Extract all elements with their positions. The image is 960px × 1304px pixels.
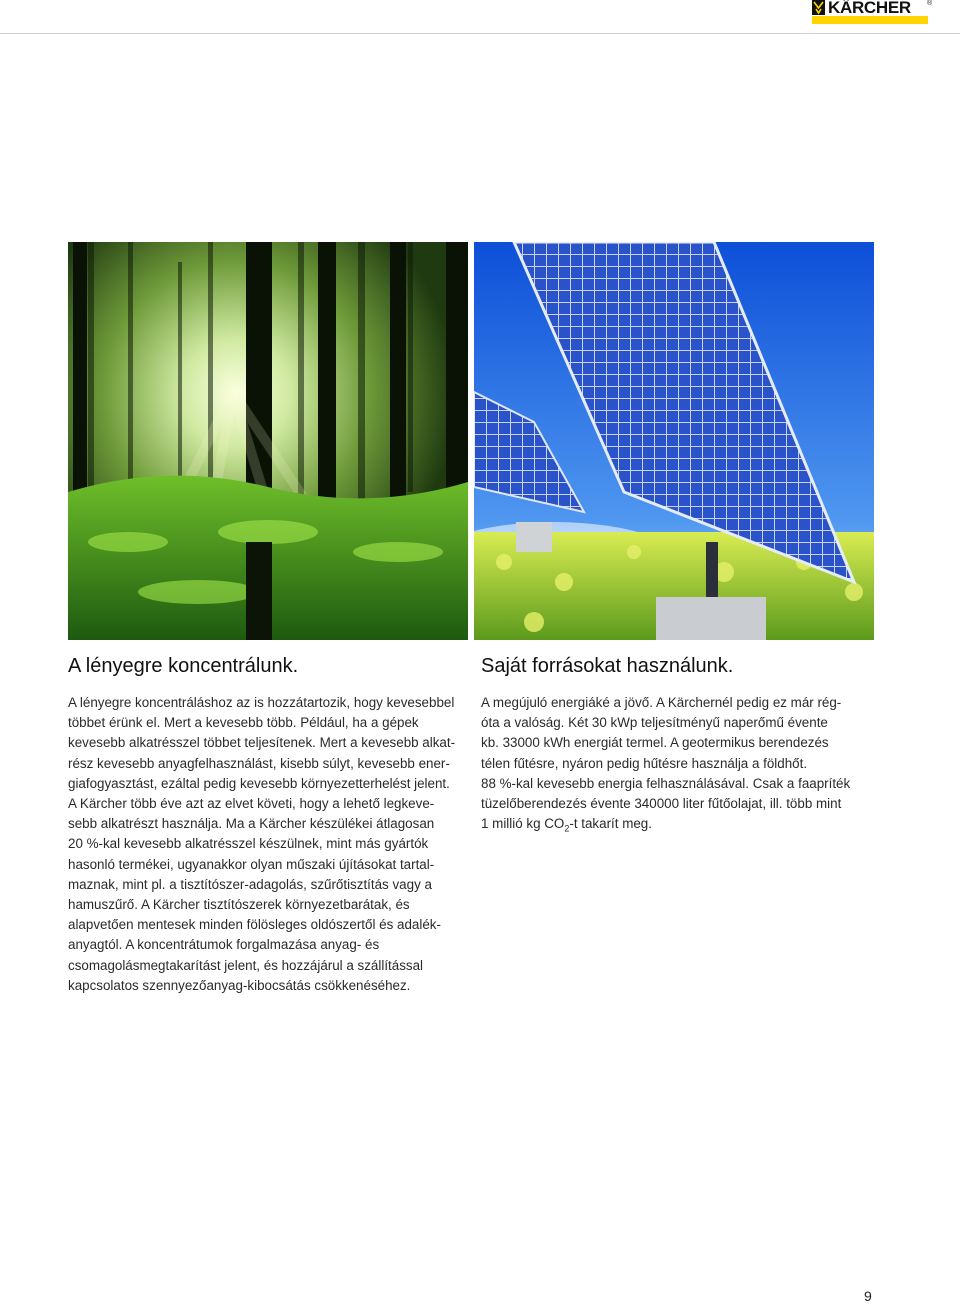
- logo-registered-mark: ®: [927, 0, 933, 7]
- left-line: kapcsolatos szennyezőanyag-kibocsátás csökkenéséhez.: [68, 977, 411, 993]
- left-line: hasonló termékei, ugyanakkor olyan műszaki újításokat tartal-: [68, 856, 435, 872]
- right-line: 88 %-kal kevesebb energia felhasználásával. Csak a faapríték: [481, 775, 851, 791]
- right-line: A megújuló energiáké a jövő. A Kärchernél pedig ez már rég-: [481, 695, 842, 710]
- right-heading: Saját forrásokat használunk.: [481, 655, 734, 677]
- right-column: [481, 655, 874, 839]
- right-body: [481, 693, 874, 839]
- page-number: 9: [864, 1288, 872, 1304]
- left-line: hamuszűrő. A Kärcher tisztítószerek környezetbarátak, és: [68, 897, 410, 913]
- karcher-logo: [812, 0, 933, 24]
- left-line: anyagtól. A koncentrátumok forgalmazása anyag- és: [68, 937, 380, 953]
- co2-subscript: 2: [564, 823, 570, 834]
- left-heading: A lényegre koncentrálunk.: [68, 655, 299, 677]
- logo-wordmark: KÄRCHER: [828, 0, 911, 17]
- left-line: giafogyasztást, ezáltal pedig kevesebb környezetterhelést jelent.: [68, 775, 450, 791]
- right-line: télen fűtésre, nyáron pedig hűtésre használja a földhőt.: [481, 755, 808, 771]
- right-line: kb. 33000 kWh energiát termel. A geotermikus berendezés: [481, 735, 829, 751]
- co2-prefix: 1 millió kg CO: [481, 816, 565, 832]
- left-line: sebb alkatrészt használja. Ma a Kärcher készülékei átlagosan: [68, 816, 435, 832]
- header-rule: [0, 33, 960, 34]
- left-line: többet érünk el. Mert a kevesebb több. Például, ha a gépek: [68, 715, 419, 731]
- right-line: tüzelőberendezés évente 340000 liter fűtőolajat, ill. több mint: [481, 796, 842, 812]
- left-line: A lényegre koncentráláshoz az is hozzátartozik, hogy kevesebbel: [68, 695, 455, 710]
- left-column: [68, 655, 468, 996]
- co2-suffix: -t takarít meg.: [569, 816, 652, 832]
- right-line: óta a valóság. Két 30 kWp teljesítményű naperőmű évente: [481, 715, 828, 731]
- logo-emblem-icon: [812, 0, 825, 15]
- left-line: A Kärcher több éve azt az elvet követi, hogy a lehető legkeve-: [68, 796, 435, 812]
- solar-panel-photo: [474, 242, 874, 640]
- left-line: 20 %-kal kevesebb alkatrésszel készülnek, mint más gyártók: [68, 836, 429, 852]
- left-body: [68, 693, 468, 996]
- left-line: kevesebb alkatrésszel többet teljesítenek. Mert a kevesebb alkat-: [68, 735, 456, 751]
- left-line: alapvetően mentesek minden fölösleges oldószertől és adalék-: [68, 917, 441, 933]
- left-line: maznak, mint pl. a tisztítószer-adagolás, szűrőtisztítás vagy a: [68, 876, 432, 892]
- right-line-last: [481, 814, 874, 839]
- forest-photo: [68, 242, 468, 640]
- left-line: csomagolásmegtakarítást jelent, és hozzájárul a szállítással: [68, 957, 424, 973]
- left-line: rész kevesebb anyagfelhasználást, kisebb súlyt, kevesebb ener-: [68, 755, 450, 771]
